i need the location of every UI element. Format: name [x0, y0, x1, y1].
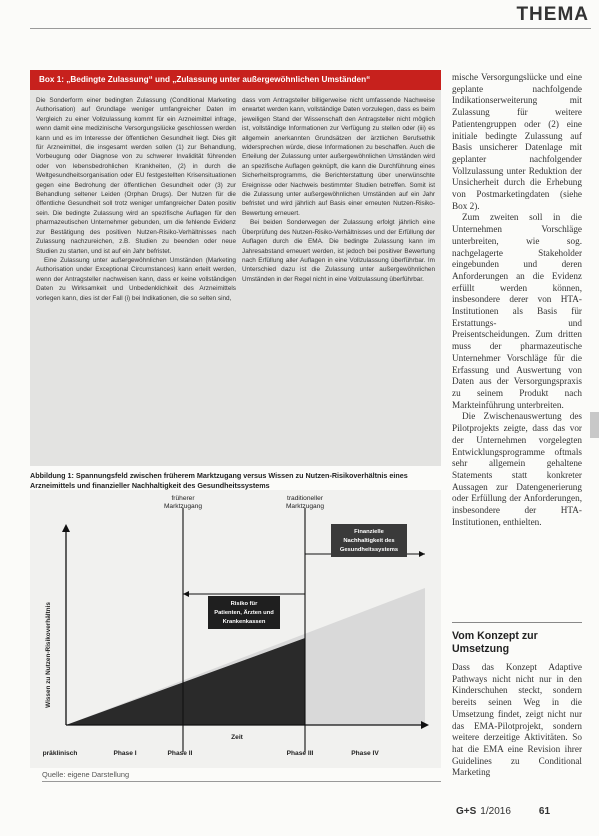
marker-label-early: früherer [171, 495, 195, 502]
box-title: Box 1: „Bedingte Zulassung“ und „Zulassung unter außergewöhnlichen Umständen“ [30, 70, 441, 90]
body-paragraph: Die Zwischenauswertung des Pilotprojekts zeigte, dass das vor der Unternehmen vorgelegten Entwicklungsprogramme oftmals sehr allgemein gehaltene Statements statt konkreter Aussagen zur Datengenerierung oder Erfüllung der Anforderungen, insbesondere der HTA-Institutionen, enthielten. [452, 411, 582, 527]
section-label: THEMA [516, 4, 589, 25]
callout-financial-text-3: Gesundheitssystems [339, 547, 399, 553]
x-tick-label: präklinisch [42, 750, 78, 757]
x-tick-label: Phase IV [351, 750, 379, 757]
x-tick-label: Phase III [286, 750, 314, 757]
box-paragraph: Bei beiden Sonderwegen der Zulassung erfolgt jährlich eine Überprüfung des Nutzen-Risiko-Verhältnisses und der Erfüllung der Auflagen durch die EMA. Die bedingte Zulassung kann im Jahresabstand erneuert werden, ist jedoch bei positiver Bewertung nach Erfüllung aller Auflagen in eine Vollzulassung überführbar. Im Unterschied dazu ist die Zulassung unter außergewöhnlichen Umständen in der Regel nicht in eine Vollzulassung überführbar. [242, 219, 435, 283]
marker-label-traditional: traditioneller [287, 495, 323, 502]
marker-label-early-2: Marktzugang [163, 503, 203, 510]
marker-label-traditional-2: Marktzugang [285, 503, 325, 510]
section-heading: Vom Konzept zur Umsetzung [452, 630, 538, 655]
page-footer [456, 806, 550, 817]
body-paragraph: Zum zweiten soll in die Unternehmen Vorschläge unterbreiten, wie sog. nachgelagerte Stakeholder eingebunden und deren Anforderungen an die Evidenz erfüllt werden können, insbesondere derer von HTA-Institutionen als Basis für Erstattungs- und Preisentscheidungen. Zum dritten muss der pharmazeutische Unternehmer Vorschläge für die Erfassung und Auswertung von Daten aus der Versorgungspraxis zu seinem Produkt nach Markteinführung unterbreiten. [452, 212, 582, 410]
callout-risk-text-1: Risiko für [230, 601, 258, 607]
figure-chart [30, 490, 441, 768]
x-tick-label: Phase II [167, 750, 193, 757]
callout-financial-text-1: Finanzielle [354, 529, 384, 535]
x-axis-label: Zeit [231, 734, 243, 741]
figure-rule [42, 781, 441, 782]
box-column-left [36, 96, 236, 303]
box-paragraph: Die Sonderform einer bedingten Zulassung (Conditional Marketing Authorisation) auf Grundlage weniger umfangreicher Daten im Vergleich zu einer Vollzulassung kommt für ein Arzneimittel infrage, wenn damit eine medizinische Versorgungslücke geschlossen werden kann und es im Interesse der öffentlichen Gesundheit liegt. Dies gilt für Arzneimittel, die insgesamt werden sollen (1) zur Behandlung, Vorbeugung oder Diagnose von zu schwerer Invalidität führenden oder von lebensbedrohlichen Krankheiten, (2) in durch die Weltgesundheitsorganisation oder EU festgestellten Krisensituationen gegen eine Bedrohung der öffentlichen Gesundheit oder (3) zur Behandlung seltener Leiden (Orphan Drugs). Der Nutzen für die öffentliche Gesundheit soll trotz weniger umfangreicher Daten positiv sein. Die bedingte Zulassung wird an spezifische Auflagen für den pharmazeutischen Unternehmer gebunden, um die fehlende Evidenz zur Bestätigung des positiven Nutzen-Risiko-Verhältnisses nach Zulassung nachzureichen, z.B. Studien zu beenden oder neue Studien zu starten, und ist auf ein Jahr befristet. [36, 97, 236, 255]
info-box [30, 70, 441, 466]
callout-risk-text-3: Krankenkassen [222, 619, 266, 625]
issue-number: 1/2016 [480, 806, 511, 817]
y-axis-label: Wissen zu Nutzen-Risikoverhältnis [45, 602, 52, 708]
callout-risk-text-2: Patienten, Ärzten und [214, 610, 274, 616]
box-column-right [242, 96, 435, 284]
body-paragraph: mische Versorgungslücke und eine geplante nachfolgende Indikationserweiterung mit Zulassung für weitere Patientengruppen oder (2) eine initiale bedingte Zulassung auf Basis unsicherer Datenlage mit geplanter nachfolgender Vollzulassung unter Reduktion der Unsicherheit durch die Erhebung von Postmarketingdaten (siehe Box 2). [452, 72, 582, 211]
page-number: 61 [538, 806, 551, 817]
margin-mark [590, 412, 599, 438]
right-column-continued [452, 662, 582, 779]
journal-name: G+S [456, 806, 477, 817]
header-rule [30, 28, 591, 29]
figure-source: Quelle: eigene Darstellung [42, 770, 130, 779]
callout-financial-text-2: Nachhaltigkeit des [343, 538, 395, 544]
body-paragraph: Dass das Konzept Adaptive Pathways nicht nicht nur in den Kinderschuhen steckt, sondern bereits seinen Weg in die Umsetzung findet, zeigt nicht nur das EMA-Pilotprojekt, sondern weitere derzeitige Aktivitäten. So hat die EMA eine Revision ihrer Guidelines zu Conditional Marketing [452, 662, 582, 778]
figure-title: Abbildung 1: Spannungsfeld zwischen früherem Marktzugang versus Wissen zu Nutzen-Risikoverhältnis eines Arzneimittels und finanzieller Nachhaltigkeit des Gesundheitssystems [30, 471, 408, 490]
x-tick-label: Phase I [113, 750, 137, 757]
box-paragraph: dass vom Antragsteller billigerweise nicht umfassende Nachweise erwartet werden kann, vollständige Daten vorzulegen, dass es beim jeweiligen Stand der Wissenschaft den Antragsteller nicht möglich ist, vollständige Informationen zur Verfügung zu stellen oder (iii) es allgemein anerkannten Grundsätzen der ärztlichen Berufsethik widersprechen würde, diese Informationen zu beschaffen. Auch die Erteilung der Zulassung unter außergewöhnlichen Umständen wird an spezifische Auflagen geknüpft, die kann die Durchführung eines Sicherheitsprogramms, die Berichterstattung über unerwünschte Ereignisse oder Nachweis bestimmter Studien betreffen. Somit ist die Zulassung unter außergewöhnlichen Umständen auf ein Jahr befristet und wird jährlich auf Basis einer erneuten Nutzen-Risiko-Bewertung erneuert. [242, 97, 435, 217]
section-rule [452, 622, 582, 623]
right-column [452, 72, 582, 528]
figure [30, 468, 441, 786]
box-paragraph: Eine Zulassung unter außergewöhnlichen Umständen (Marketing Authorisation under Exceptional Circumstances) kann erteilt werden, wenn der Antragsteller nachweisen kann, dass er keine vollständigen Daten zu Wirksamkeit und Unbedenklichkeit des Arzneimittels vorlegen kann, dies ist der Fall (i) bei Indikationen, die so selten sind, [36, 256, 236, 302]
